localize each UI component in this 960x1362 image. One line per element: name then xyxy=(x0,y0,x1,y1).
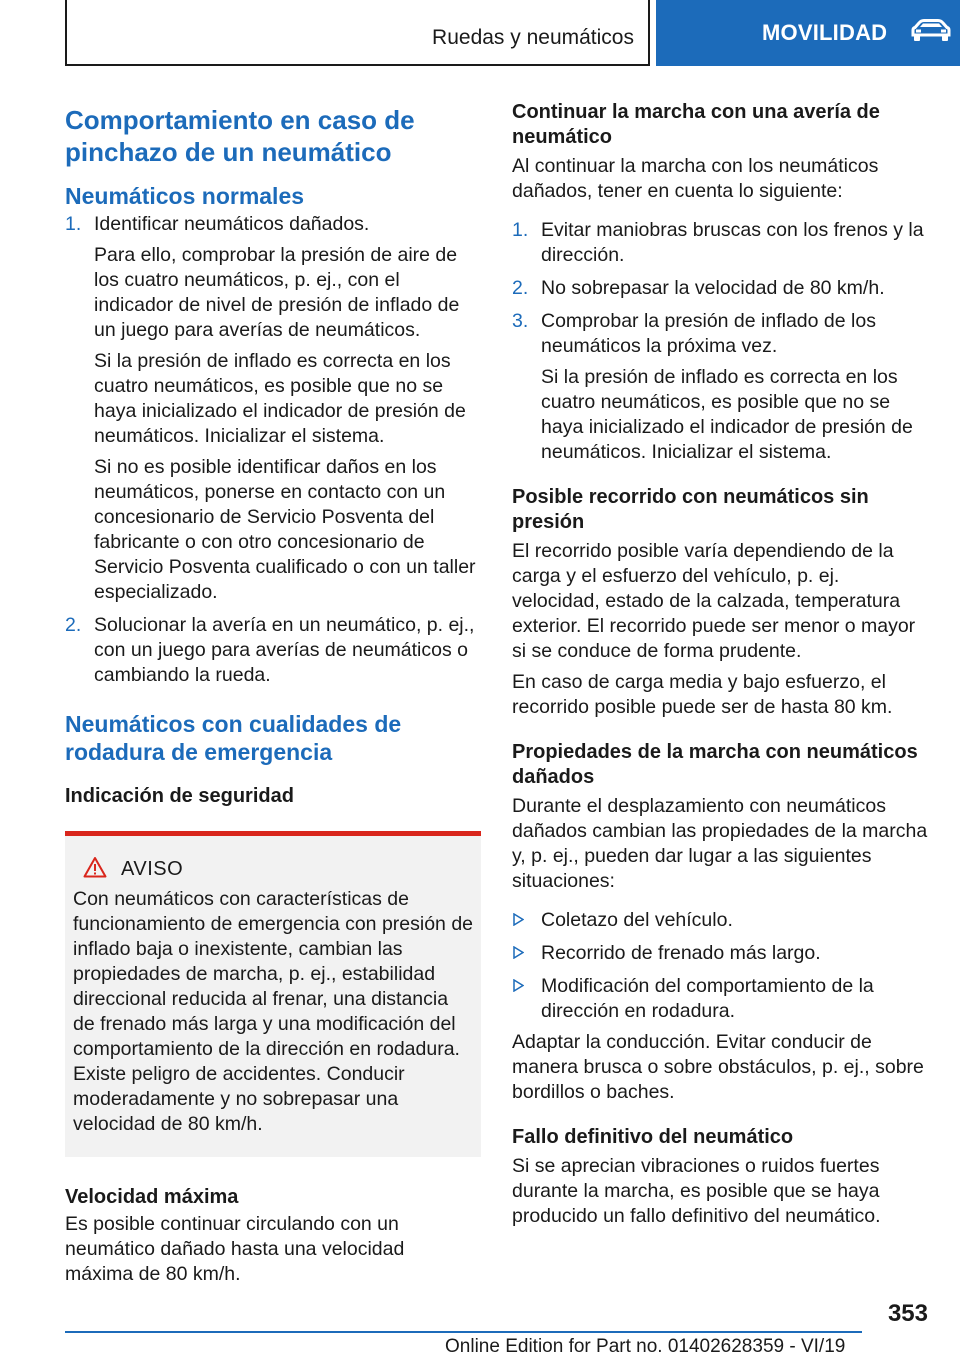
list-item xyxy=(512,276,930,301)
step-number: 1. xyxy=(65,213,82,235)
step-sub: Si la presión de inflado es correcta en los cuatro neumáticos, es posible que no se haya inicializado el indicador de presión de neumáticos. Inicializar el sistema. xyxy=(94,350,466,447)
list-item xyxy=(512,218,930,268)
props-bullets xyxy=(512,908,930,1024)
car-icon xyxy=(909,18,953,49)
page-title: Comportamiento en caso de pinchazo de un neumático xyxy=(65,105,415,167)
warning-header xyxy=(83,856,473,883)
bullet-text: Recorrido de frenado más largo. xyxy=(541,942,821,964)
safety-heading: Indicación de seguridad xyxy=(65,785,294,807)
subtitle-normal-tires: Neumáticos normales xyxy=(65,183,305,209)
list-item xyxy=(512,974,930,1024)
warning-triangle-icon xyxy=(83,856,107,883)
step-sub: Para ello, comprobar la presión de aire de los cuatro neumáticos, p. ej., con el indicador de nivel de presión de inflado de un juego para averías de neumáticos. xyxy=(94,244,460,341)
footer-edition: Online Edition for Part no. 01402628359 - VI/19 xyxy=(445,1336,846,1357)
left-steps xyxy=(65,212,481,688)
subtitle-runflat: Neumáticos con cualidades de rodadura de emergencia xyxy=(65,711,402,765)
warning-text: Con neumáticos con características de funcionamiento de emergencia con presión de inflado baja o inexistente, cambian las propiedades de marcha, p. ej., estabilidad direccional reducida al frenar, una distancia de frenado más larga y una modificación del comportamiento de la dirección en rodadura. Existe peligro de accidentes. Conducir moderadamente y no sobrepasar una velocidad de 80 km/h. xyxy=(73,888,474,1135)
range-heading: Posible recorrido con neumáticos sin presión xyxy=(512,486,869,533)
step-text: Identificar neumáticos dañados. xyxy=(94,213,370,235)
warning-title: AVISO xyxy=(121,858,184,880)
left-column xyxy=(65,100,481,1287)
props-outro: Adaptar la conducción. Evitar conducir de manera brusca o sobre obstáculos, p. ej., sobre bordillos o baches. xyxy=(512,1031,924,1103)
step-sub: Si la presión de inflado es correcta en los cuatro neumáticos, es posible que no se haya inicializado el indicador de presión de neumáticos. Inicializar el sistema. xyxy=(541,366,913,463)
footer-rule xyxy=(65,1331,862,1333)
range-text-1: El recorrido posible varía dependiendo de la carga y el esfuerzo del vehículo, p. ej. velocidad, estado de la calzada, temperatura exterior. El recorrido puede ser menor o mayor si se conduce de forma prudente. xyxy=(512,540,916,662)
props-intro: Durante el desplazamiento con neumáticos dañados cambian las propiedades de la marcha y, p. ej., pueden dar lugar a las siguientes situaciones: xyxy=(512,795,928,892)
warning-box xyxy=(65,831,481,1157)
props-heading: Propiedades de la marcha con neumáticos dañados xyxy=(512,741,918,788)
step-sub: Si no es posible identificar daños en los neumáticos, ponerse en contacto con un concesionario de Servicio Posventa del fabricante o con otro concesionario de Servicio Posventa cualificado o con un taller especializado. xyxy=(94,456,476,603)
step-text: Solucionar la avería en un neumático, p. ej., con un juego para averías de neumáticos o cambiando la rueda. xyxy=(94,614,475,686)
header-tab-movilidad xyxy=(656,0,960,66)
max-speed-heading: Velocidad máxima xyxy=(65,1186,239,1208)
step-text: Comprobar la presión de inflado de los neumáticos la próxima vez. xyxy=(541,310,876,357)
bullet-text: Coletazo del vehículo. xyxy=(541,909,733,931)
range-text-2: En caso de carga media y bajo esfuerzo, el recorrido posible puede ser de hasta 80 km. xyxy=(512,671,893,718)
step-number: 2. xyxy=(512,277,529,299)
header-bottom-rule xyxy=(65,64,650,66)
bullet-text: Modificación del comportamiento de la dirección en rodadura. xyxy=(541,975,874,1022)
list-item xyxy=(65,212,481,605)
fail-text: Si se aprecian vibraciones o ruidos fuertes durante la marcha, es posible que se haya producido un fallo definitivo del neumático. xyxy=(512,1155,881,1227)
continue-intro: Al continuar la marcha con los neumáticos dañados, tener en cuenta lo siguiente: xyxy=(512,155,879,202)
header-divider xyxy=(648,0,650,66)
page-number: 353 xyxy=(887,1300,928,1327)
list-item xyxy=(512,908,930,933)
step-text: Evitar maniobras bruscas con los frenos y la dirección. xyxy=(541,219,924,266)
step-number: 2. xyxy=(65,614,82,636)
max-speed-text: Es posible continuar circulando con un neumático dañado hasta una velocidad máxima de 80 km/h. xyxy=(65,1213,405,1285)
right-steps xyxy=(512,218,930,465)
step-text: No sobrepasar la velocidad de 80 km/h. xyxy=(541,277,885,299)
header-tab-label: MOVILIDAD xyxy=(762,20,888,45)
list-item xyxy=(65,613,481,688)
header-section-title: Ruedas y neumáticos xyxy=(432,26,634,49)
header-left-rule xyxy=(65,0,67,66)
fail-heading: Fallo definitivo del neumático xyxy=(512,1126,794,1148)
continue-heading: Continuar la marcha con una avería de neumático xyxy=(512,101,880,148)
list-item xyxy=(512,941,930,966)
right-column xyxy=(512,100,930,1229)
list-item xyxy=(512,309,930,465)
step-number: 3. xyxy=(512,310,529,332)
step-number: 1. xyxy=(512,219,529,241)
